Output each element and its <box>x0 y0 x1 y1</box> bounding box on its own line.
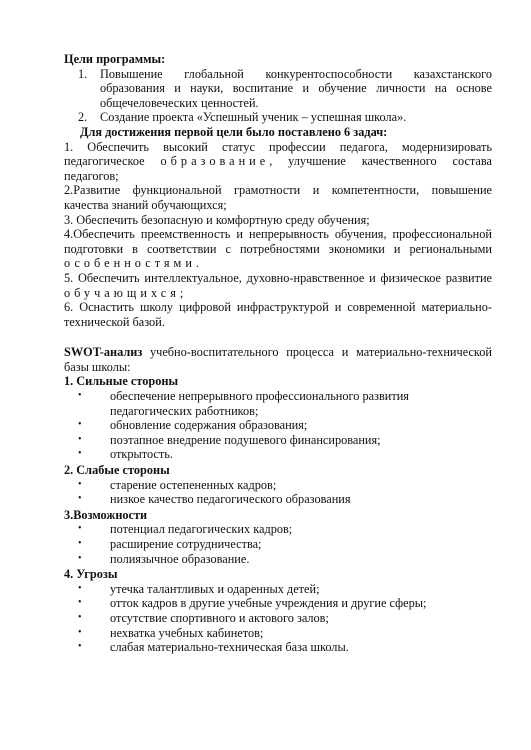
bullet-icon: • <box>78 538 82 549</box>
list-item-text: отток кадров в другие учебные учреждения и другие сферы; <box>110 596 427 611</box>
swot-section-title: 1. Сильные стороны <box>64 374 179 389</box>
bullet-icon: • <box>78 493 82 505</box>
list-item <box>64 596 492 611</box>
bullet-icon: • <box>78 433 82 445</box>
task-1-spaced-word: образование <box>160 154 270 169</box>
task-1-text: 1. Обеспечить высокий статус профессии педагога, модернизировать педагогическое <box>64 139 492 169</box>
list-item-text: обеспечение непрерывного профессионального развития педагогических работников; <box>110 389 409 418</box>
spacer <box>64 329 492 345</box>
task-4-spaced-word: особенностями. <box>64 256 203 271</box>
list-item-text: поэтапное внедрение подушевого финансирования; <box>110 432 381 447</box>
swot-section-title: 2. Слабые стороны <box>64 463 170 478</box>
swot-threats-list <box>64 582 492 655</box>
tasks-heading: Для достижения первой цели было поставлено 6 задач: <box>80 124 388 139</box>
swot-opportunities-list <box>64 522 492 566</box>
list-item-text: низкое качество педагогического образования <box>110 492 351 507</box>
list-item <box>64 433 492 448</box>
list-item <box>64 418 492 433</box>
list-item-text: отсутствие спортивного и актового залов; <box>110 610 329 625</box>
swot-section-title: 3.Возможности <box>64 507 148 522</box>
swot-section-title: 4. Угрозы <box>64 567 118 582</box>
task-3: 3. Обеспечить безопасную и комфортную среду обучения; <box>64 212 370 227</box>
list-item <box>64 447 492 462</box>
bullet-icon: • <box>78 478 82 490</box>
swot-intro-text: учебно-воспитательного процесса и материально-технической базы школы: <box>64 345 492 374</box>
task-6: 6. Оснастить школу цифровой инфраструктурой и современной материально-технической базой. <box>64 300 492 329</box>
task-4 <box>64 227 492 271</box>
swot-weaknesses-list <box>64 478 492 507</box>
goal-number: 1. <box>78 66 88 81</box>
list-item-text: расширение сотрудничества; <box>110 537 262 551</box>
swot-strengths-list <box>64 389 492 462</box>
goal-text: Повышение глобальной конкурентоспособности казахстанского образования и науки, воспитание и обучение личности на основе общечеловеческих ценностей. <box>100 66 492 110</box>
task-2: 2.Развитие функциональной грамотности и компетентности, повышение качества знаний обучающихся; <box>64 183 492 212</box>
list-item <box>64 640 492 655</box>
list-item <box>64 492 492 507</box>
task-1 <box>64 140 492 184</box>
list-item <box>64 552 492 567</box>
goal-number: 2. <box>78 110 88 125</box>
bullet-icon: • <box>78 390 82 402</box>
list-item <box>64 626 492 641</box>
list-item-text: открытость. <box>110 447 173 462</box>
task-4-text: 4.Обеспечить преемственность и непрерывность обучения, профессиональной подготовки в соответствии с потребностями экономики и региональными <box>64 227 492 256</box>
bullet-icon: • <box>78 419 82 431</box>
list-item <box>64 537 492 552</box>
goal-item <box>64 67 492 111</box>
list-item <box>64 611 492 626</box>
list-item-text: полиязычное образование. <box>110 551 250 566</box>
bullet-icon: • <box>78 611 82 623</box>
bullet-icon: • <box>78 597 82 609</box>
swot-intro <box>64 345 492 374</box>
task-1-text-end: , улучшение качественного состава педагогов; <box>64 154 492 183</box>
task-5-text: 5. Обеспечить интеллектуальное, духовно-нравственное и физическое развитие <box>64 270 492 285</box>
list-item-text: нехватка учебных кабинетов; <box>110 625 264 640</box>
bullet-icon: • <box>78 582 82 594</box>
list-item <box>64 522 492 537</box>
bullet-icon: • <box>78 626 82 638</box>
list-item-text: старение остепененных кадров; <box>110 477 277 492</box>
list-item-text: слабая материально-техническая база школы. <box>110 640 349 655</box>
task-5-spaced-word: обучающихся; <box>64 285 188 300</box>
task-5 <box>64 271 492 300</box>
goals-list <box>64 67 492 125</box>
list-item-text: обновление содержания образования; <box>110 418 308 433</box>
bullet-icon: • <box>78 552 82 564</box>
bullet-icon: • <box>78 523 82 535</box>
bullet-icon: • <box>78 448 82 460</box>
goal-text: Создание проекта «Успешный ученик – успешная школа». <box>100 110 407 125</box>
bullet-icon: • <box>78 641 82 653</box>
goal-item <box>64 110 492 125</box>
goals-heading: Цели программы: <box>64 52 166 66</box>
list-item <box>64 582 492 597</box>
document-content <box>64 52 492 656</box>
list-item-text: потенциал педагогическиx кадров; <box>110 522 293 537</box>
list-item <box>64 389 492 418</box>
list-item <box>64 478 492 493</box>
swot-intro-bold: SWOT-анализ <box>64 345 143 360</box>
list-item-text: утечка талантливых и одаренных детей; <box>110 581 320 596</box>
